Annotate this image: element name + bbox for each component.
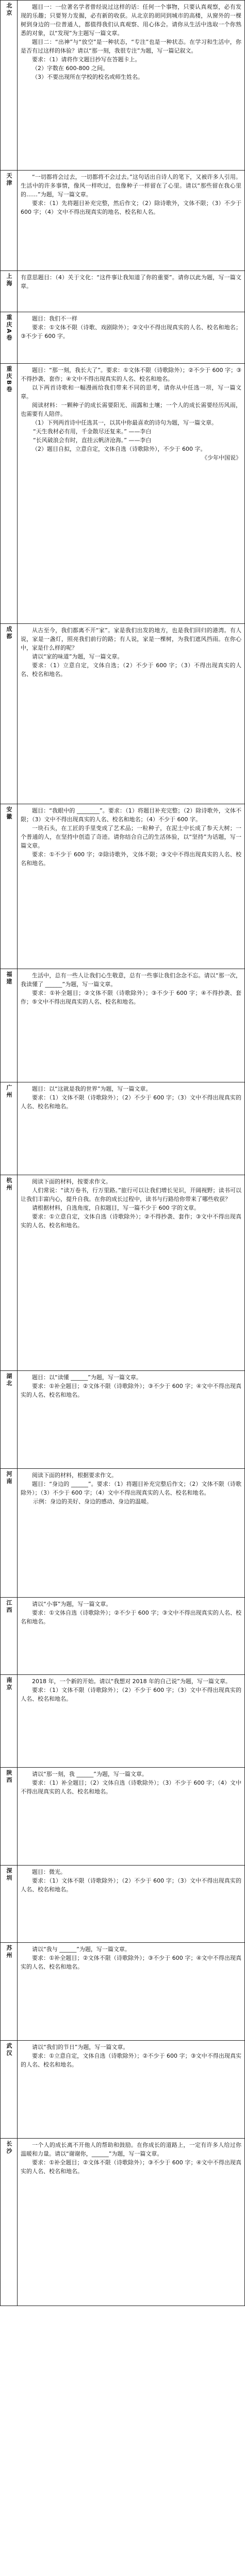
region-label: 南京 (6, 1677, 12, 1691)
prompt-paragraph: 题目：以“读懂 ______”为题，写一篇文章。 (32, 1374, 142, 1381)
prompt-paragraph: 有意思题目：（4）关于文化：“这件事让我知道了你的重要”。请你以此为题，写一篇文章。 (21, 274, 241, 290)
prompt-row (1, 1675, 245, 1768)
prompt-paragraph: 请以“那一刻，我 ______”为题，写一篇文章。 (32, 1771, 148, 1777)
region-cell (1, 969, 18, 1082)
region-label: 福建 (6, 971, 12, 986)
region-cell (1, 1175, 18, 1371)
prompt-paragraph: 请根据材料，自选角度，自拟题目，写一篇不少于 600 字的文章。 (32, 1205, 200, 1211)
prompt-content-cell (18, 1675, 245, 1768)
prompt-paragraph: “一切都将会过去，一切都将不会过去。”这句话出自诗人的笔下，又被许多人引用。生活中的许多事情，像风一样吹过，也像种子一样留在了心里。请以“那些留在我心里的……”为题，写一篇文章。 (21, 174, 241, 198)
region-cell (1, 312, 18, 364)
region-cell (1, 1082, 18, 1175)
region-label: 江西 (6, 1600, 12, 1614)
prompt-content-cell (18, 624, 245, 804)
prompt-row (1, 1, 245, 171)
region-label: 苏州 (6, 1945, 12, 1959)
prompt-paragraph: 从古至今，我们都离不开“家”。家是我们出发的地方，也是我们回归的港湾。有人说，家是一盏灯，照亮我们前行的路；有人说，家是一棵树，为我们遮风挡雨。在你心中，家是什么样的呢？ (21, 627, 241, 651)
prompt-paragraph: 阅读下面的材料，按要求作文。 (32, 1178, 111, 1185)
prompt-paragraph: 要求：①文体不限（诗歌、戏剧除外）；②文中不得出现真实的人名、校名和地名；③不少于 600 字。 (21, 324, 241, 340)
prompt-paragraph: （2）字数在 600-800 之间。 (32, 65, 108, 72)
prompt-row (1, 271, 245, 312)
prompt-row (1, 1598, 245, 1675)
prompt-row (1, 364, 245, 624)
prompt-content-cell (18, 1, 245, 171)
prompt-row (1, 624, 245, 804)
prompt-paragraph: 要求：（1）立意自定，文体自选；（2）不少于 600 字；（3）不得出现真实的人名、校名和地名。 (21, 662, 241, 677)
prompt-paragraph: 要求：①补全题目；②文体不限（诗歌除外）；③不少于 600 字；④文中不得出现真实的人名、校名和地名。 (21, 2159, 241, 2175)
prompt-row (1, 2041, 245, 2139)
prompt-paragraph: 要求：①补全题目；②文体不限（诗歌除外）；③不少于 600 字；④文中不得出现真实的人名、校名和地名。 (21, 1383, 241, 1398)
region-cell (1, 1675, 18, 1768)
prompt-content-cell (18, 1943, 245, 2041)
prompt-row (1, 1371, 245, 1469)
prompt-paragraph: “天生我材必有用，千金散尽还复来。” ——李白 (33, 428, 152, 435)
prompt-content-cell (18, 1175, 245, 1371)
prompt-paragraph: 阅读下面的材料，根据要求作文。 (32, 1472, 117, 1479)
region-label: 深圳 (6, 1868, 12, 1882)
prompt-content-cell (18, 1598, 245, 1675)
region-label: 长沙 (6, 2141, 12, 2155)
region-cell (1, 2139, 18, 2306)
region-cell (1, 624, 18, 804)
prompt-paragraph: 以下两首诗歌和一幅漫画给我们带来不同的思考，请你从中任选一项，写一篇文章。 (21, 384, 241, 400)
region-label: 重庆A卷 (6, 314, 12, 342)
region-cell (1, 1, 18, 171)
region-cell (1, 364, 18, 624)
prompt-paragraph: 题目：“我眼中的 ________”。要求：（1）将题目补充完整；（2）除诗歌外，文体不限；（3）文中不得出现真实的人名、校名和地名；（4）不少于 600 字。 (21, 807, 241, 823)
prompt-paragraph: 题目：我们不一样 (32, 315, 77, 322)
prompt-paragraph: 请以“家的味道”为题，写一篇文章。 (32, 653, 123, 660)
prompt-paragraph: 要求：（1）先将题目补充完整，然后作文；（2）除诗歌外，文体不限；（3）不少于 600 字；（4）文中不得出现真实的地名、校名和人名。 (21, 200, 241, 215)
prompt-row (1, 171, 245, 271)
prompt-content-cell (18, 364, 245, 624)
region-label: 成都 (6, 626, 12, 640)
region-label: 北京 (6, 3, 12, 17)
prompt-paragraph: 示例：身边的美好、身边的感动、身边的温暖。 (33, 1498, 152, 1505)
region-cell (1, 1598, 18, 1675)
region-label: 武汉 (6, 2043, 12, 2057)
prompt-paragraph: 要求：（1）文体不限（诗歌除外）；（2）不少于 600 字；（3）文中不得出现真实的人名、校名和地名。 (21, 1877, 241, 1893)
prompt-row (1, 312, 245, 364)
prompt-row (1, 1175, 245, 1371)
region-label: 重庆B卷 (6, 366, 12, 394)
prompt-row (1, 2139, 245, 2306)
prompt-paragraph: 《少年中国说》 (202, 454, 241, 461)
prompt-paragraph: 生活中，总有一些人让我们心生敬意，总有一些事让我们念念不忘。请以“那一次，我读懂了 ______”为题，写一篇文章。 (21, 972, 241, 988)
region-label: 上海 (6, 273, 12, 287)
prompt-paragraph: （1）下列两首诗中任选其一，以其中你最喜欢的诗句为题，写一篇文章。 (32, 419, 217, 426)
prompt-paragraph: 要求：①立意自定，文体自选（诗歌除外）；②不得抄袭、套作；③文中不得出现真实的人名、校名和地名。 (21, 1213, 241, 1229)
region-cell (1, 1768, 18, 1866)
region-label: 安徽 (6, 806, 12, 821)
prompt-row (1, 1469, 245, 1598)
region-label: 湖北 (6, 1373, 12, 1387)
region-cell (1, 271, 18, 312)
prompt-paragraph: “长风破浪会有时，直挂云帆济沧海。” ——李白 (33, 437, 152, 444)
prompt-paragraph: 要求：①补全题目；②文体不限（诗歌除外）；③不少于 600 字；④文中不得出现真实的人名、校名和地名。 (21, 1955, 241, 1970)
region-cell (1, 1866, 18, 1943)
prompt-content-cell (18, 271, 245, 312)
prompt-paragraph: 请以“我们的节日”为题，写一篇文章。 (32, 2044, 129, 2050)
region-label: 陕西 (6, 1770, 12, 1784)
prompt-paragraph: 要求：①补全题目；②文体不限（诗歌除外）；③不少于 600 字；④不得抄袭、套作；⑤文中不得出现真实的人名、校名和地名。 (21, 990, 241, 1005)
prompt-content-cell (18, 1469, 245, 1598)
prompt-content-cell (18, 1371, 245, 1469)
prompt-paragraph: 要求：①文体自选（诗歌除外）；②不少于 600 字；③文中不得出现真实的人名、校名和地名。 (21, 1609, 241, 1625)
prompt-paragraph: 要求：（1）文体不限（诗歌除外）；（2）不少于 600 字；（3）文中不得出现真实的人名、校名和地名。 (21, 1687, 241, 1702)
prompt-content-cell (18, 969, 245, 1082)
region-label: 河南 (6, 1471, 12, 1485)
prompt-paragraph: 人们常说：“读万卷书，行万里路。”旅行可以让我们增长见识，开阔视野；读书可以让我们丰富内心，提升自我。在你的成长过程中，读书与行路给你带来了哪些收获？ (21, 1187, 241, 1202)
prompt-content-cell (18, 1082, 245, 1175)
prompt-content-cell (18, 1866, 245, 1943)
prompt-row (1, 969, 245, 1082)
prompt-paragraph: 题目：“身边的 ______”。要求：（1）将题目补充完整后作文；（2）文体不限（诗歌除外）；（3）不少于 600 字；（4）文中不得出现真实的人名、校名和地名。 (21, 1481, 241, 1496)
prompt-content-cell (18, 2139, 245, 2306)
prompt-paragraph: 题目：微光。 (32, 1869, 66, 1875)
prompt-paragraph: 请以“我与 ______”为题，写一篇文章。 (32, 1946, 130, 1953)
prompt-paragraph: 要求：①不少于 600 字；②除诗歌外，文体不限；③文中不得出现真实的人名、校名和地名。 (21, 851, 241, 867)
prompt-row (1, 1082, 245, 1175)
prompt-row (1, 804, 245, 969)
prompt-paragraph: 要求：（1）请将作文题目抄写在答题卡上。 (32, 56, 141, 63)
prompt-paragraph: （3）不要出现所在学校的校名或师生姓名。 (32, 74, 143, 80)
region-cell (1, 1469, 18, 1598)
prompt-paragraph: 题目一：一位著名学者曾经说过这样的话：任何一个事物，只要认真观察，必有发现的乐趣；只要努力发掘，必有新的收获。从北京的胡同到城市的高楼，从窗外的一棵树到身边的一位普通人，都值得我们认真观察、用心体会。请你从生活中选取一个你熟悉的对象，以“发现”为主题写一篇文章。 (21, 4, 241, 37)
region-label: 杭州 (6, 1177, 12, 1192)
prompt-paragraph: 要求：（1）文体不限（诗歌除外）；（2）不少于 600 字；（3）文中不得出现真实的人名、校名和地名。 (21, 1094, 241, 1110)
prompt-content-cell (18, 312, 245, 364)
prompt-content-cell (18, 1768, 245, 1866)
prompt-row (1, 1943, 245, 2041)
region-cell (1, 171, 18, 271)
prompt-paragraph: 题目二：“出神”与“放空”是一种状态，“专注”也是一种状态。在学习和生活中，你是否有过这样的体验？请以“那一刻，我很专注”为题，写一篇记叙文。 (21, 39, 241, 54)
region-cell (1, 1943, 18, 2041)
prompt-paragraph: 请以“小事”为题，写一篇文章。 (32, 1601, 112, 1607)
prompt-content-cell (18, 171, 245, 271)
prompt-paragraph: 要求：①立意自定，文体自选（诗歌除外）；②不少于 600 字；③文中不得出现真实的人名、校名和地名。 (21, 2053, 241, 2068)
region-cell (1, 804, 18, 969)
region-cell (1, 2041, 18, 2139)
region-cell (1, 1371, 18, 1469)
prompt-paragraph: 阅读材料：一颗种子的成长需要阳光、雨露和土壤；一个人的成长需要经历风雨，也需要有人陪伴。 (21, 402, 241, 417)
region-label: 天津 (6, 173, 12, 187)
prompt-row (1, 1866, 245, 1943)
prompt-paragraph: （2）题目自拟，立意自定，文体自选（诗歌除外），不少于 600 字。 (32, 446, 206, 452)
prompt-paragraph: 题目：“那一刻，我长大了”。要求：①文体不限（诗歌除外）；②不少于 600 字；③不得抄袭、套作；④文中不得出现真实的人名、校名和地名。 (21, 367, 241, 382)
prompt-content-cell (18, 2041, 245, 2139)
prompt-content-cell (18, 804, 245, 969)
prompt-paragraph: 一个人的成长离不开他人的帮助和鼓励。在你成长的道路上，一定有许多人给过你温暖和力量。请以“谢谢你，______”为题，写一篇文章。 (21, 2142, 241, 2157)
prompt-row (1, 1768, 245, 1866)
prompt-paragraph: 2018 年，一个新的开始。请以“我想对 2018 年的自己说”为题，写一篇文章。 (32, 1678, 231, 1685)
region-label: 广州 (6, 1084, 12, 1099)
prompt-paragraph: 要求：（1）补全题目；（2）文体自选（诗歌除外）；（3）不少于 600 字；（4）文中不得出现真实的人名、校名和地名。 (21, 1780, 241, 1795)
prompt-paragraph: 一块石头，在工匠的手里变成了艺术品；一粒种子，在泥土中长成了参天大树；一个普通的人，在坚持中创造了奇迹。请你结合自己的生活体验，以“坚持”为话题，写一篇文章。 (21, 825, 241, 849)
essay-prompts-rows (1, 1, 245, 2306)
prompt-paragraph: 题目：以“这就是我的世界”为题，写一篇文章。 (32, 1086, 152, 1092)
